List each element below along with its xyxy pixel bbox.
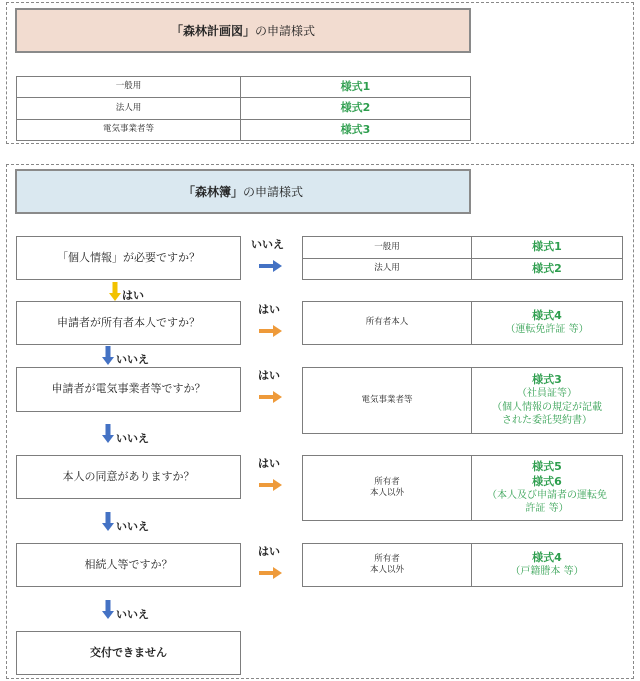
top-row-form-1: 様式1 <box>240 76 471 98</box>
question-owner-consent: 本人の同意がありますか？ <box>16 455 241 499</box>
arrow-down-blue-icon <box>102 512 114 532</box>
arrow-down-blue-icon <box>102 424 114 444</box>
arrow-right-orange-icon <box>259 390 283 404</box>
arrow-down-blue-icon <box>102 600 114 620</box>
result-5-label: 所有者 本人以外 <box>302 543 472 587</box>
terminal-not-issued: 交付できません <box>16 631 241 675</box>
flow-label-yes: はい <box>122 289 144 302</box>
flow-label-yes: はい <box>258 369 280 382</box>
arrow-right-orange-icon <box>259 566 283 580</box>
flow-label-no: いいえ <box>116 520 149 533</box>
forest-register-header <box>15 169 471 214</box>
flow-label-no: いいえ <box>251 238 284 251</box>
top-row-label-1: 一般用 <box>16 76 241 98</box>
top-row-form-3: 様式3 <box>240 119 471 141</box>
result-1-label-1: 一般用 <box>302 236 472 259</box>
top-row-label-3: 電気事業者等 <box>16 119 241 141</box>
header-title-rest: の申請様式 <box>255 24 316 38</box>
flow-label-no: いいえ <box>116 353 149 366</box>
result-4-label: 所有者 本人以外 <box>302 455 472 521</box>
result-2-label: 所有者本人 <box>302 301 472 345</box>
header-title-bold: 「森林簿」 <box>182 185 243 199</box>
flow-label-no: いいえ <box>116 608 149 621</box>
flow-label-no: いいえ <box>116 432 149 445</box>
question-personal-info: 「個人情報」が必要ですか？ <box>16 236 241 280</box>
result-1-form-2: 様式2 <box>471 258 623 280</box>
flow-label-yes: はい <box>258 303 280 316</box>
result-1-form-1: 様式1 <box>471 236 623 259</box>
result-1-label-2: 法人用 <box>302 258 472 280</box>
header-title-rest: の申請様式 <box>243 185 304 199</box>
arrow-down-blue-icon <box>102 346 114 366</box>
result-5-form: 様式4 （戸籍謄本 等） <box>471 543 623 587</box>
result-3-form: 様式3 （社員証等） （個人情報の規定が記載 された委託契約書） <box>471 367 623 434</box>
forest-map-header <box>15 8 471 53</box>
result-4-form: 様式5 様式6 （本人及び申請者の運転免 許証 等） <box>471 455 623 521</box>
question-heir: 相続人等ですか？ <box>16 543 241 587</box>
arrow-right-blue-icon <box>259 259 283 273</box>
header-title-bold: 「森林計画図」 <box>170 24 255 38</box>
top-row-form-2: 様式2 <box>240 97 471 120</box>
arrow-right-orange-icon <box>259 324 283 338</box>
result-3-label: 電気事業者等 <box>302 367 472 434</box>
flow-label-yes: はい <box>258 457 280 470</box>
arrow-down-yellow-icon <box>109 282 121 302</box>
result-2-form: 様式4 （運転免許証 等） <box>471 301 623 345</box>
arrow-right-orange-icon <box>259 478 283 492</box>
top-row-label-2: 法人用 <box>16 97 241 120</box>
question-owner-self: 申請者が所有者本人ですか？ <box>16 301 241 345</box>
question-electric-utility: 申請者が電気事業者等ですか？ <box>16 367 241 412</box>
flow-label-yes: はい <box>258 545 280 558</box>
